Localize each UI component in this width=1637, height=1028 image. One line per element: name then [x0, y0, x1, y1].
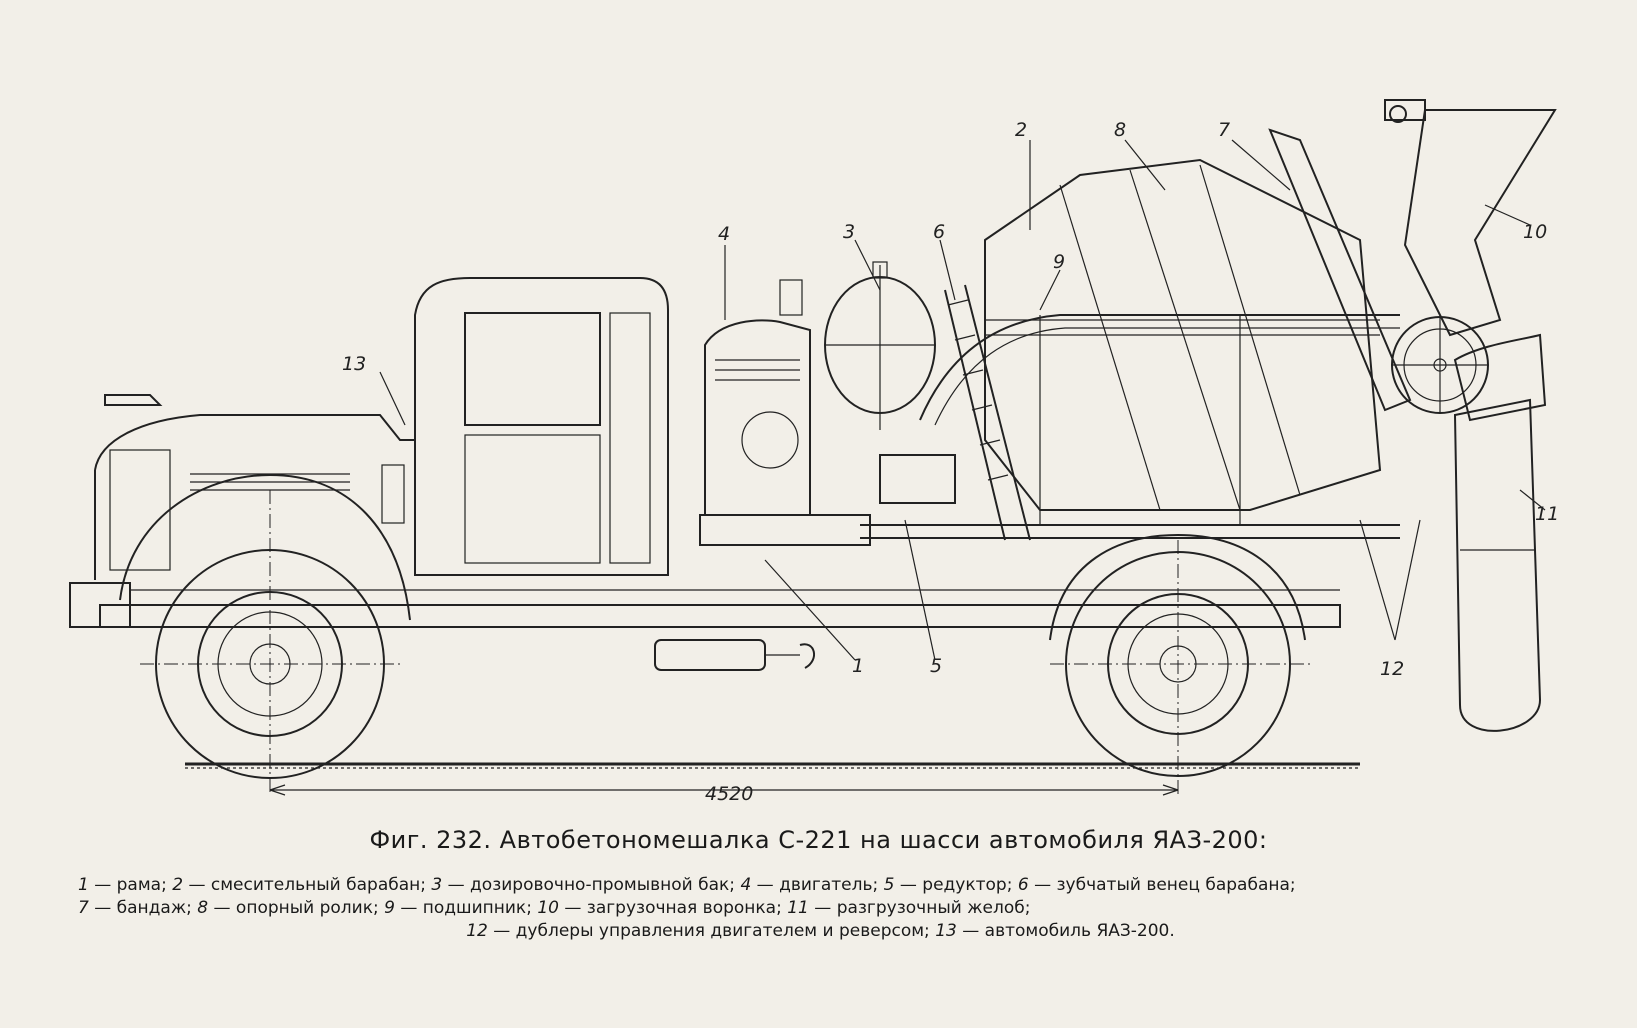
callout-6: 6	[933, 221, 946, 243]
front-fender	[120, 475, 410, 620]
callout-5: 5	[930, 655, 943, 677]
legend-num: 6	[1017, 875, 1029, 895]
callout-12: 12	[1380, 658, 1405, 680]
support-frame	[860, 315, 1400, 538]
legend-text: редуктор;	[922, 875, 1013, 895]
callout-7: 7	[1218, 119, 1231, 141]
figure-legend	[78, 874, 1563, 943]
reducer	[880, 455, 955, 503]
legend-num: 3	[431, 875, 443, 895]
callout-3: 3	[843, 221, 856, 243]
callout-9: 9	[1053, 251, 1066, 273]
figure-title: Фиг. 232. Автобетономешалка С-221 на шасси автомобиля ЯАЗ-200:	[369, 826, 1268, 854]
wheelbase-dimension	[270, 783, 1178, 805]
legend-num: 4	[740, 875, 752, 895]
legend-num: 12	[466, 921, 488, 941]
callout-4: 4	[718, 223, 731, 245]
loading-hopper	[1385, 100, 1555, 335]
legend-text: бандаж;	[116, 898, 192, 918]
front-wheel	[140, 490, 400, 795]
callout-13: 13	[342, 353, 367, 375]
legend-line-2: 7 — бандаж; 8 — опорный ролик; 9 — подшипник; 10 — загрузочная воронка; 11 — разгрузочный желоб;	[78, 898, 1031, 918]
legend-text: двигатель;	[779, 875, 879, 895]
legend-text: подшипник;	[422, 898, 532, 918]
dimension-label: 4520	[705, 783, 754, 805]
rear-wheel	[1050, 535, 1310, 795]
legend-text: дозировочно-промывной бак;	[470, 875, 736, 895]
legend-num: 1	[78, 875, 89, 895]
callout-10: 10	[1523, 221, 1548, 243]
ground-line	[185, 764, 1360, 768]
legend-text: дублеры управления двигателем и реверсом;	[515, 921, 930, 941]
discharge-chute	[1455, 335, 1545, 731]
legend-text: смесительный барабан;	[210, 875, 426, 895]
legend-text: зубчатый венец барабана;	[1056, 875, 1296, 895]
tire-band	[1270, 130, 1410, 410]
legend-text: загрузочная воронка;	[586, 898, 782, 918]
legend-line-1: 1 — рама; 2 — смесительный барабан; 3 — дозировочно-промывной бак; 4 — двигатель; 5 — редуктор; 6 — зубчатый венец барабана;	[78, 875, 1296, 895]
exhaust-muffler	[655, 640, 814, 670]
chassis-frame	[70, 583, 1340, 627]
callout-8: 8	[1114, 119, 1127, 141]
legend-text: автомобиль ЯАЗ-200.	[984, 921, 1175, 941]
legend-num: 2	[172, 875, 184, 895]
legend-line-3: 12 — дублеры управления двигателем и реверсом; 13 — автомобиль ЯАЗ-200.	[466, 921, 1175, 941]
legend-num: 8	[197, 898, 209, 918]
legend-num: 9	[384, 898, 395, 918]
callout-11: 11	[1535, 503, 1560, 525]
legend-num: 7	[78, 898, 89, 918]
callouts	[342, 119, 1559, 680]
callout-2: 2	[1015, 119, 1028, 141]
legend-text: рама;	[116, 875, 167, 895]
mixer-drum	[985, 160, 1380, 510]
legend-num: 13	[935, 921, 957, 941]
dosing-tank	[825, 262, 935, 430]
legend-num: 11	[787, 898, 809, 918]
legend-num: 10	[537, 898, 559, 918]
legend-text: опорный ролик;	[235, 898, 379, 918]
control-handwheel	[1392, 317, 1488, 413]
legend-text: разгрузочный желоб;	[836, 898, 1031, 918]
callout-1: 1	[852, 655, 865, 677]
legend-num: 5	[883, 875, 895, 895]
